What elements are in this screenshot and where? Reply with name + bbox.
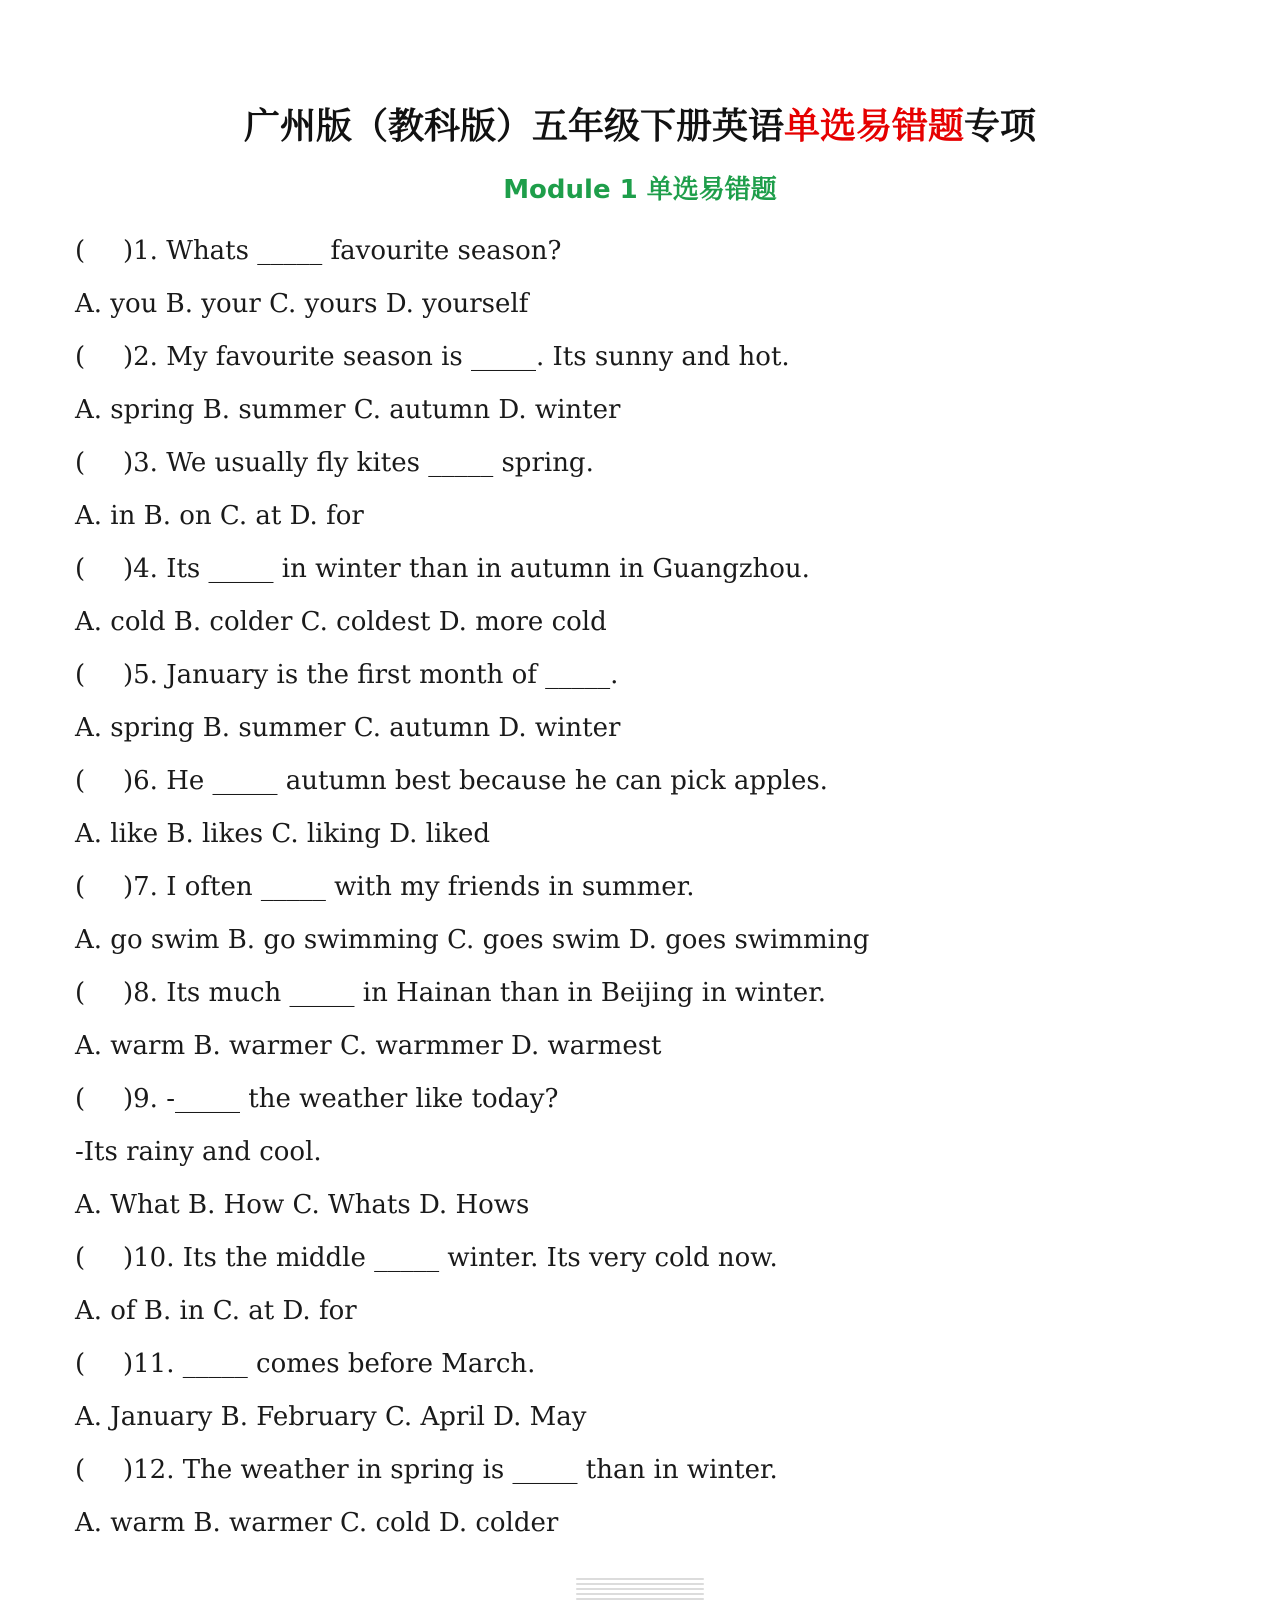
question-stem: )6. He _____ autumn best because he can pick apples. bbox=[123, 766, 828, 796]
question-11 bbox=[75, 1338, 1225, 1391]
question-stem: )3. We usually fly kites _____ spring. bbox=[123, 448, 594, 478]
question-10-options: A. of B. in C. at D. for bbox=[75, 1296, 357, 1326]
title-part-2: 专项 bbox=[964, 106, 1037, 147]
answer-blank: ( bbox=[75, 872, 86, 902]
question-stem: )11. _____ comes before March. bbox=[123, 1349, 536, 1379]
question-2-options: A. spring B. summer C. autumn D. winter bbox=[75, 395, 621, 425]
answer-blank: ( bbox=[75, 1455, 86, 1485]
module-subtitle: Module 1 单选易错题 bbox=[503, 175, 777, 205]
question-8 bbox=[75, 967, 1225, 1020]
answer-blank: ( bbox=[75, 978, 86, 1008]
question-5 bbox=[75, 649, 1225, 702]
question-9-options: A. What B. How C. Whats D. Hows bbox=[75, 1190, 530, 1220]
question-2 bbox=[75, 331, 1225, 384]
question-stem: )5. January is the first month of _____. bbox=[123, 660, 619, 690]
answer-blank: ( bbox=[75, 766, 86, 796]
question-list bbox=[75, 225, 1225, 1550]
question-3 bbox=[75, 437, 1225, 490]
page-title bbox=[0, 97, 1280, 157]
answer-blank: ( bbox=[75, 554, 86, 584]
answer-blank: ( bbox=[75, 1084, 86, 1114]
question-12 bbox=[75, 1444, 1225, 1497]
answer-blank: ( bbox=[75, 1349, 86, 1379]
question-4 bbox=[75, 543, 1225, 596]
question-1 bbox=[75, 225, 1225, 278]
question-stem: )8. Its much _____ in Hainan than in Beijing in winter. bbox=[123, 978, 827, 1008]
question-7 bbox=[75, 861, 1225, 914]
answer-blank: ( bbox=[75, 448, 86, 478]
question-4-options: A. cold B. colder C. coldest D. more cold bbox=[75, 607, 607, 637]
question-7-options: A. go swim B. go swimming C. goes swim D. goes swimming bbox=[75, 925, 870, 955]
question-6 bbox=[75, 755, 1225, 808]
question-3-options: A. in B. on C. at D. for bbox=[75, 501, 364, 531]
answer-blank: ( bbox=[75, 660, 86, 690]
question-stem: )1. Whats _____ favourite season? bbox=[123, 236, 562, 266]
question-stem: )10. Its the middle _____ winter. Its very cold now. bbox=[123, 1243, 778, 1273]
question-12-options: A. warm B. warmer C. cold D. colder bbox=[75, 1508, 559, 1538]
question-stem: )4. Its _____ in winter than in autumn in Guangzhou. bbox=[123, 554, 810, 584]
title-part-1: 广州版（教科版）五年级下册英语 bbox=[243, 106, 784, 147]
question-stem: )12. The weather in spring is _____ than in winter. bbox=[123, 1455, 778, 1485]
question-8-options: A. warm B. warmer C. warmmer D. warmest bbox=[75, 1031, 662, 1061]
question-9 bbox=[75, 1073, 1225, 1126]
answer-blank: ( bbox=[75, 236, 86, 266]
question-11-options: A. January B. February C. April D. May bbox=[75, 1402, 587, 1432]
answer-blank: ( bbox=[75, 1243, 86, 1273]
question-stem: )7. I often _____ with my friends in summer. bbox=[123, 872, 695, 902]
question-9-reply: -Its rainy and cool. bbox=[75, 1137, 322, 1167]
watermark-mark bbox=[576, 1578, 704, 1600]
question-stem: )2. My favourite season is _____. Its sunny and hot. bbox=[123, 342, 790, 372]
title-highlight: 单选易错题 bbox=[783, 106, 964, 147]
question-10 bbox=[75, 1232, 1225, 1285]
question-6-options: A. like B. likes C. liking D. liked bbox=[75, 819, 491, 849]
answer-blank: ( bbox=[75, 342, 86, 372]
question-1-options: A. you B. your C. yours D. yourself bbox=[75, 289, 529, 319]
question-stem: )9. -_____ the weather like today? bbox=[123, 1084, 559, 1114]
question-5-options: A. spring B. summer C. autumn D. winter bbox=[75, 713, 621, 743]
